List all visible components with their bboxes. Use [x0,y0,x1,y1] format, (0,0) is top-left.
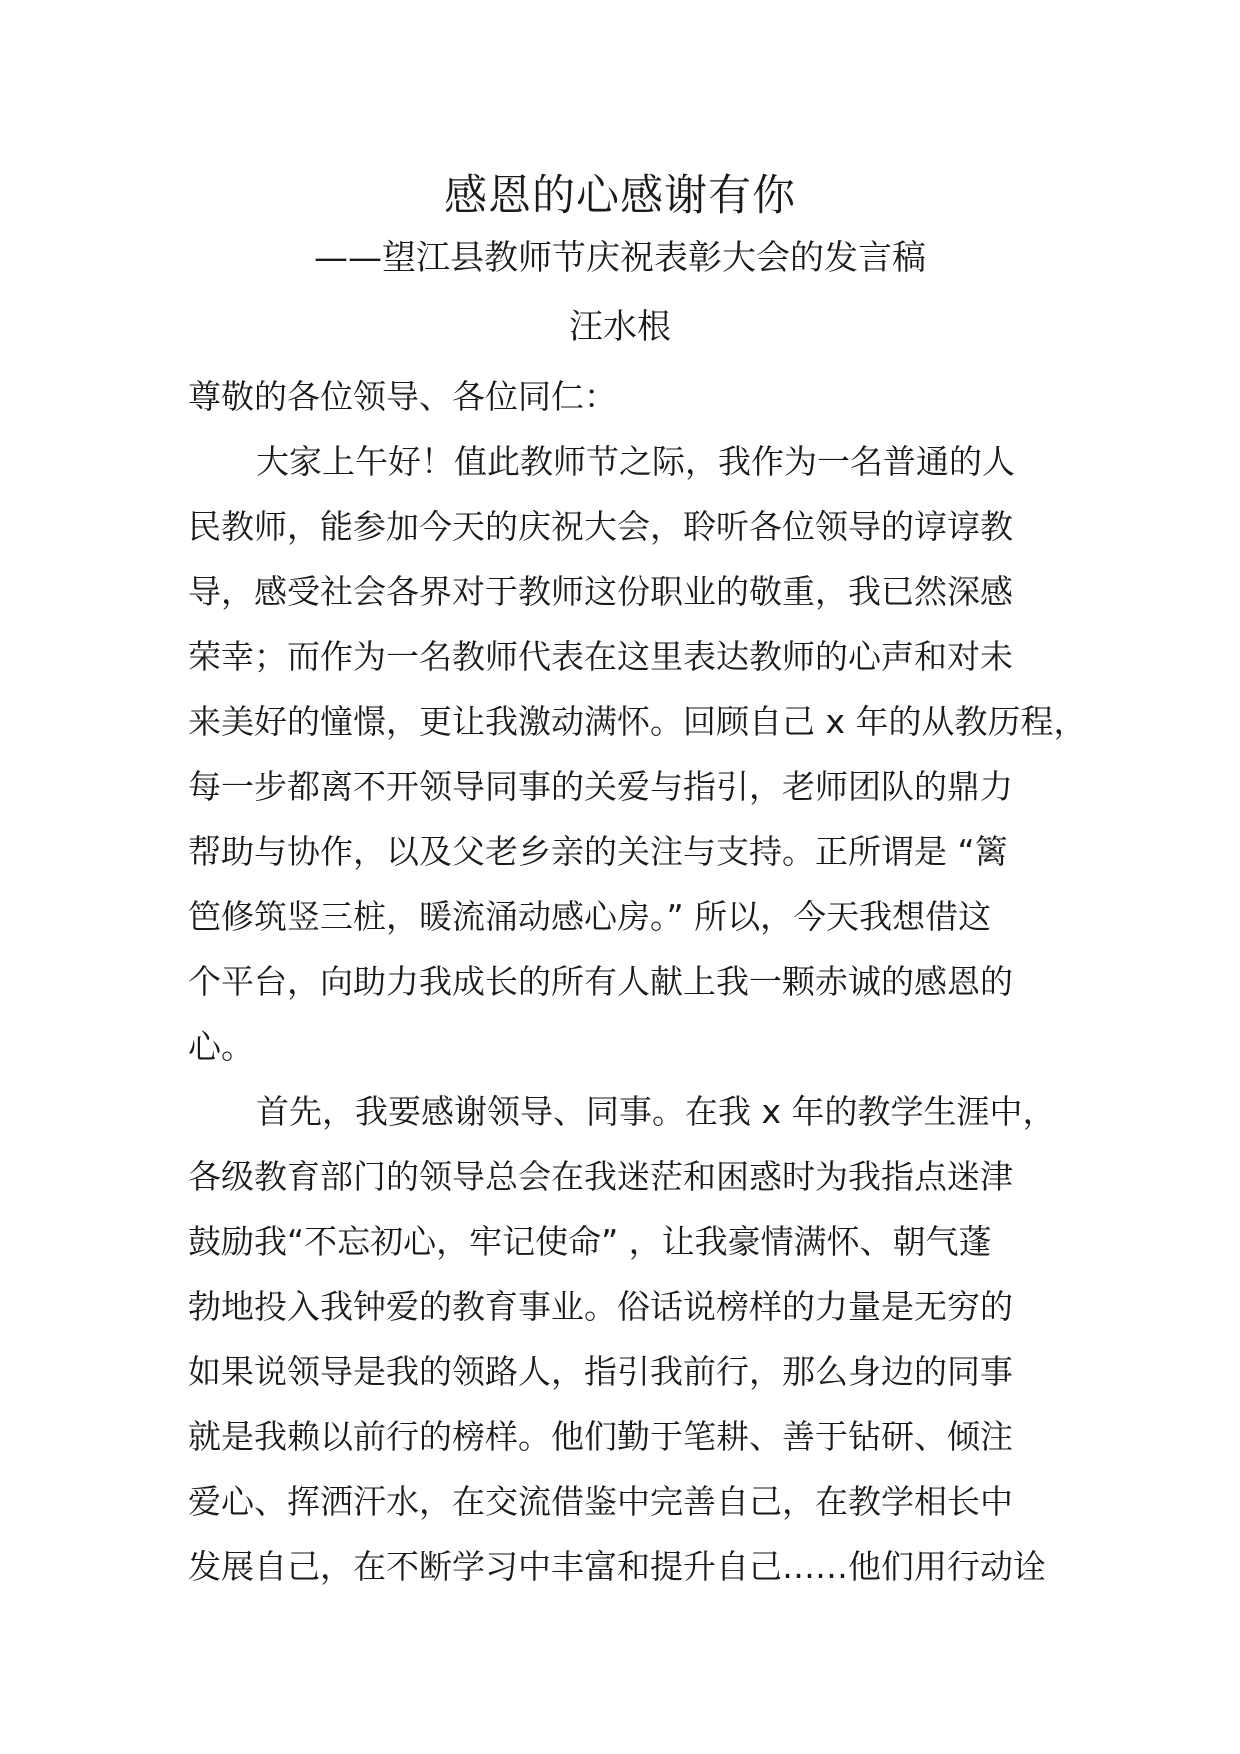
body-line: 鼓励我“不忘初心，牢记使命” ，让我豪情满怀、朝气蓬 [188,1222,992,1261]
body-line: 民教师，能参加今天的庆祝大会，聆听各位领导的谆谆教 [188,507,1013,546]
body-line: 爱心、挥洒汗水，在交流借鉴中完善自己，在教学相长中 [188,1482,1013,1521]
body-line-salutation: 尊敬的各位领导、各位同仁： [188,377,617,416]
body-line: 来美好的憧憬，更让我激动满怀。回顾自己 x 年的从教历程， [188,702,1087,741]
body-line: 各级教育部门的领导总会在我迷茫和困惑时为我指点迷津 [188,1157,1013,1196]
body-line: 笆修筑竖三桩，暖流涌动感心房。” 所以，今天我想借这 [188,897,992,936]
body-line: 荣幸；而作为一名教师代表在这里表达教师的心声和对未 [188,637,1013,676]
body-line: 勃地投入我钟爱的教育事业。俗话说榜样的力量是无穷的 [188,1287,1013,1326]
body-line: 就是我赖以前行的榜样。他们勤于笔耕、善于钻研、倾注 [188,1417,1013,1456]
body-line: 导，感受社会各界对于教师这份职业的敬重，我已然深感 [188,572,1013,611]
document-subtitle: ——望江县教师节庆祝表彰大会的发言稿 [314,238,926,278]
body-line: 大家上午好！值此教师节之际，我作为一名普通的人 [256,442,1015,481]
body-line: 发展自己，在不断学习中丰富和提升自己……他们用行动诠 [188,1547,1046,1586]
body-line: 如果说领导是我的领路人，指引我前行，那么身边的同事 [188,1352,1013,1391]
body-line: 个平台，向助力我成长的所有人献上我一颗赤诚的感恩的 [188,962,1013,1001]
body-line: 心。 [188,1027,254,1066]
body-line: 每一步都离不开领导同事的关爱与指引，老师团队的鼎力 [188,767,1013,806]
document-body [188,368,1088,1603]
body-line: 帮助与协作，以及父老乡亲的关注与支持。正所谓是 “篱 [188,832,1008,871]
document-author: 汪水根 [569,307,671,347]
body-line: 首先，我要感谢领导、同事。在我 x 年的教学生涯中， [256,1092,1056,1131]
document-title: 感恩的心感谢有你 [444,171,796,221]
